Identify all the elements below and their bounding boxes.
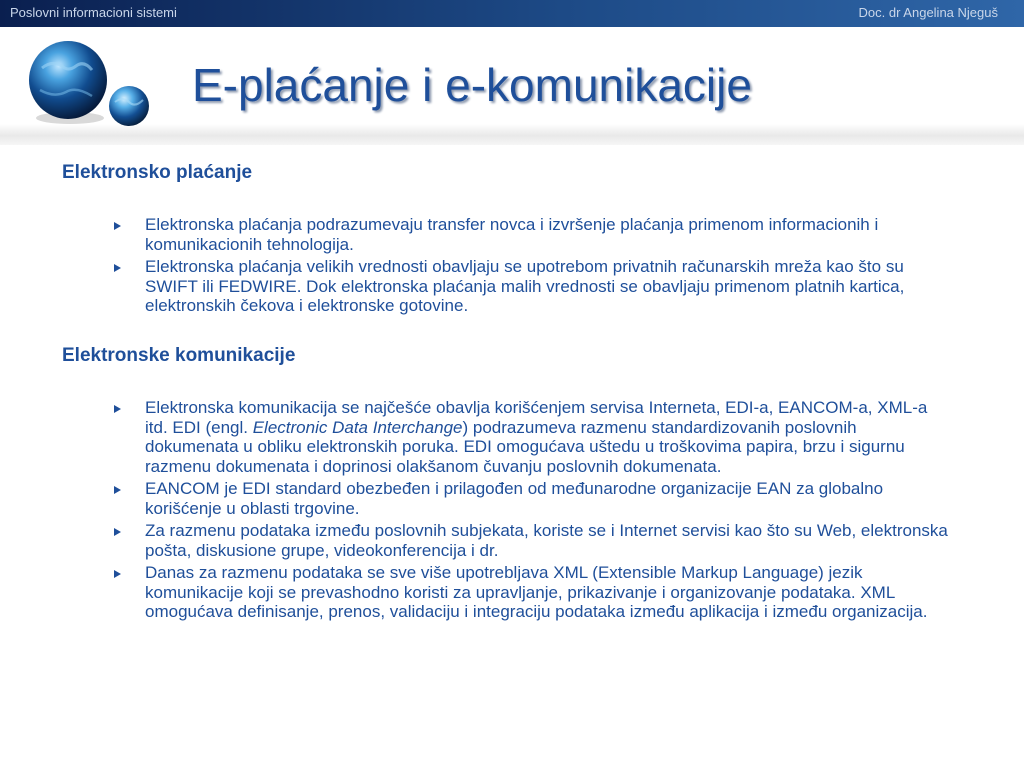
bullet-text: Danas za razmenu podataka se sve više upotrebljava XML (Extensible Markup Language) jezik komunikacije koji se prevashodno koristi za upravljanje, prikazivanje i organizovanje podataka. XML omogućava definisanje, prenos, validaciju i integraciju podataka između aplikacija i između organizacija. — [145, 563, 928, 621]
triangle-bullet-icon — [114, 264, 121, 272]
bullet-text: EANCOM je EDI standard obezbeđen i prilagođen od međunarodne organizacije EAN za globalno korišćenje u oblasti trgovine. — [145, 479, 884, 518]
bullet-text: Elektronska plaćanja podrazumevaju transfer novca i izvršenje plaćanja primenom informacionih i komunikacionih tehnologija. — [145, 215, 879, 254]
list-item — [112, 398, 952, 476]
triangle-bullet-icon — [114, 405, 121, 413]
list-item — [112, 521, 952, 560]
bullet-text-end: ) podrazumeva razmenu standardizovanih poslovnih dokumenata u obliku elektronskih poruka. EDI omogućava uštedu u troškovima papira, brzu i sigurnu razmenu dokumenata i doprinosi olakšanom čuvanju poslovnih dokumenata. — [145, 417, 905, 476]
globe-logo-icon — [22, 38, 157, 130]
list-item — [112, 215, 952, 254]
bullet-text: Elektronska plaćanja velikih vrednosti obavljaju se upotrebom privatnih računarskih mreža kao što su SWIFT ili FEDWIRE. Dok elektronska plaćanja malih vrednosti se obavljaju primenom platnih kartica, elektronskih čekova i elektronske gotovine. — [145, 257, 905, 315]
list-item — [112, 563, 952, 622]
list-item — [112, 479, 952, 518]
triangle-bullet-icon — [114, 528, 121, 536]
bullet-text-italic: Electronic Data Interchange — [252, 417, 463, 437]
list-item — [112, 257, 952, 316]
bullet-text: Za razmenu podataka između poslovnih subjekata, koriste se i Internet servisi kao što su Web, elektronska pošta, diskusione grupe, videokonferencija i dr. — [145, 521, 948, 560]
course-name: Poslovni informacioni sistemi — [10, 5, 177, 20]
bullet-list-communications — [112, 398, 952, 625]
triangle-bullet-icon — [114, 570, 121, 578]
section-heading-communications: Elektronske komunikacije — [62, 345, 296, 366]
top-bar — [0, 0, 1024, 27]
section-heading-payments: Elektronsko plaćanje — [62, 162, 253, 183]
bullet-list-payments — [112, 215, 952, 319]
slide-title: E-plaćanje i e-komunikacije — [192, 59, 752, 111]
bullet-text-start: Elektronska komunikacija se najčešće obavlja korišćenjem servisa Interneta, EDI-a, EANCOM-a, XML-a itd. EDI (engl. — [145, 398, 928, 437]
triangle-bullet-icon — [114, 486, 121, 494]
author-name: Doc. dr Angelina Njeguš — [858, 5, 998, 20]
bullet-text — [145, 398, 927, 476]
triangle-bullet-icon — [114, 222, 121, 230]
